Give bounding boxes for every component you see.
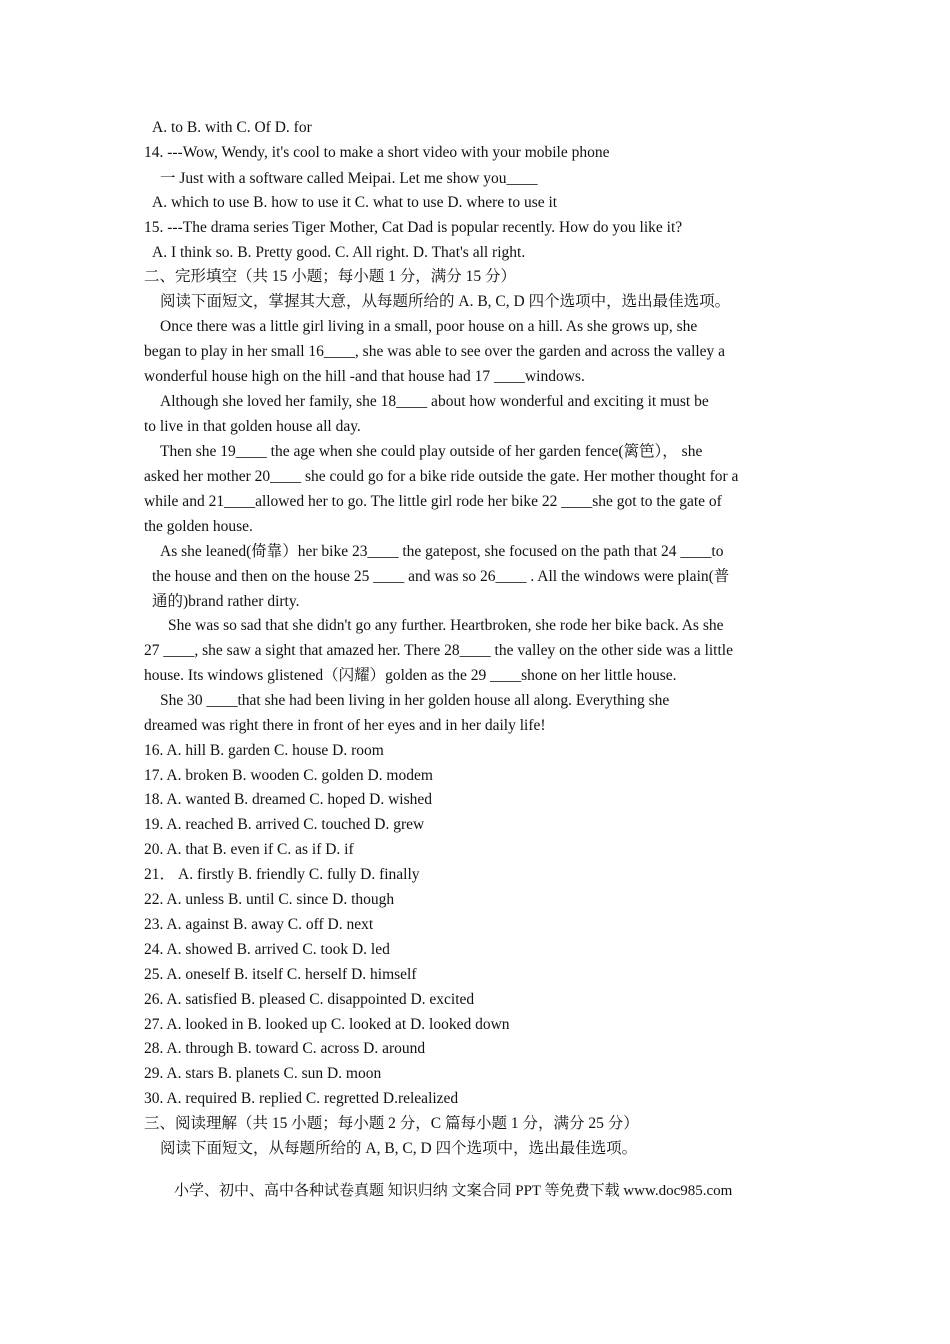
cloze-option-line: 28. A. through B. toward C. across D. around xyxy=(144,1040,426,1057)
cloze-option-line: 23. A. against B. away C. off D. next xyxy=(144,916,374,933)
passage-line: to live in that golden house all day. xyxy=(144,418,361,435)
passage-line: Once there was a little girl living in a small, poor house on a hill. As she grows up, she xyxy=(160,318,698,335)
cloze-option-line: 16. A. hill B. garden C. house D. room xyxy=(144,742,384,759)
page-footer: 小学、初中、高中各种试卷真题 知识归纳 文案合同 PPT 等免费下载 www.doc985.com xyxy=(174,1183,733,1199)
passage-line: 通的)brand rather dirty. xyxy=(152,593,300,610)
q15-options: A. I think so. B. Pretty good. C. All right. D. That's all right. xyxy=(152,244,526,261)
cloze-heading: 二、完形填空（共 15 小题；每小题 1 分，满分 15 分） xyxy=(144,268,517,285)
q14-options: A. which to use B. how to use it C. what to use D. where to use it xyxy=(152,194,558,211)
reading-instruction: 阅读下面短文，从每题所给的 A, B, C, D 四个选项中，选出最佳选项。 xyxy=(160,1140,638,1157)
cloze-option-line: 25. A. oneself B. itself C. herself D. himself xyxy=(144,966,417,983)
cloze-option-line: 29. A. stars B. planets C. sun D. moon xyxy=(144,1065,382,1082)
cloze-option-line: 26. A. satisfied B. pleased C. disappointed D. excited xyxy=(144,991,475,1008)
passage-line: the golden house. xyxy=(144,518,253,535)
cloze-option-line: 18. A. wanted B. dreamed C. hoped D. wished xyxy=(144,791,432,808)
cloze-instruction: 阅读下面短文，掌握其大意，从每题所给的 A. B, C, D 四个选项中，选出最佳选项。 xyxy=(160,293,731,310)
passage-line: Then she 19____ the age when she could play outside of her garden fence(篱笆）， she xyxy=(160,443,703,460)
passage-line: dreamed was right there in front of her eyes and in her daily life! xyxy=(144,717,546,734)
q15-stem: 15. ---The drama series Tiger Mother, Cat Dad is popular recently. How do you like it? xyxy=(144,219,683,236)
cloze-option-line: 30. A. required B. replied C. regretted D.relealized xyxy=(144,1090,459,1107)
cloze-option-line: 27. A. looked in B. looked up C. looked at D. looked down xyxy=(144,1016,510,1033)
q14-stem: 14. ---Wow, Wendy, it's cool to make a short video with your mobile phone xyxy=(144,144,610,161)
passage-line: As she leaned(倚靠）her bike 23____ the gatepost, she focused on the path that 24 ____to xyxy=(160,543,724,560)
cloze-option-line: 24. A. showed B. arrived C. took D. led xyxy=(144,941,390,958)
passage-line: She was so sad that she didn't go any further. Heartbroken, she rode her bike back. As she xyxy=(168,617,724,634)
passage-line: Although she loved her family, she 18____ about how wonderful and exciting it must be xyxy=(160,393,709,410)
passage-line: wonderful house high on the hill -and that house had 17 ____windows. xyxy=(144,368,585,385)
cloze-option-line: 22. A. unless B. until C. since D. though xyxy=(144,891,395,908)
passage-line: while and 21____allowed her to go. The little girl rode her bike 22 ____she got to the gate of xyxy=(144,493,722,510)
cloze-option-line: 19. A. reached B. arrived C. touched D. grew xyxy=(144,816,425,833)
cloze-option-line: 21． A. firstly B. friendly C. fully D. finally xyxy=(144,866,420,883)
passage-line: the house and then on the house 25 ____ and was so 26____ . All the windows were plain(普 xyxy=(152,568,730,585)
passage-line: began to play in her small 16____, she was able to see over the garden and across the valley a xyxy=(144,343,726,360)
cloze-option-line: 20. A. that B. even if C. as if D. if xyxy=(144,841,354,858)
passage-line: She 30 ____that she had been living in her golden house all along. Everything she xyxy=(160,692,670,709)
cloze-option-line: 17. A. broken B. wooden C. golden D. modem xyxy=(144,767,433,784)
reading-heading: 三、阅读理解（共 15 小题；每小题 2 分，C 篇每小题 1 分，满分 25 分） xyxy=(144,1115,639,1132)
passage-line: asked her mother 20____ she could go for a bike ride outside the gate. Her mother thought for a xyxy=(144,468,739,485)
q13-options: A. to B. with C. Of D. for xyxy=(152,119,312,136)
q14-reply: 一 Just with a software called Meipai. Let me show you____ xyxy=(160,170,538,187)
passage-line: 27 ____, she saw a sight that amazed her. There 28____ the valley on the other side was a little xyxy=(144,642,733,659)
passage-line: house. Its windows glistened（闪耀）golden as the 29 ____shone on her little house. xyxy=(144,667,677,684)
